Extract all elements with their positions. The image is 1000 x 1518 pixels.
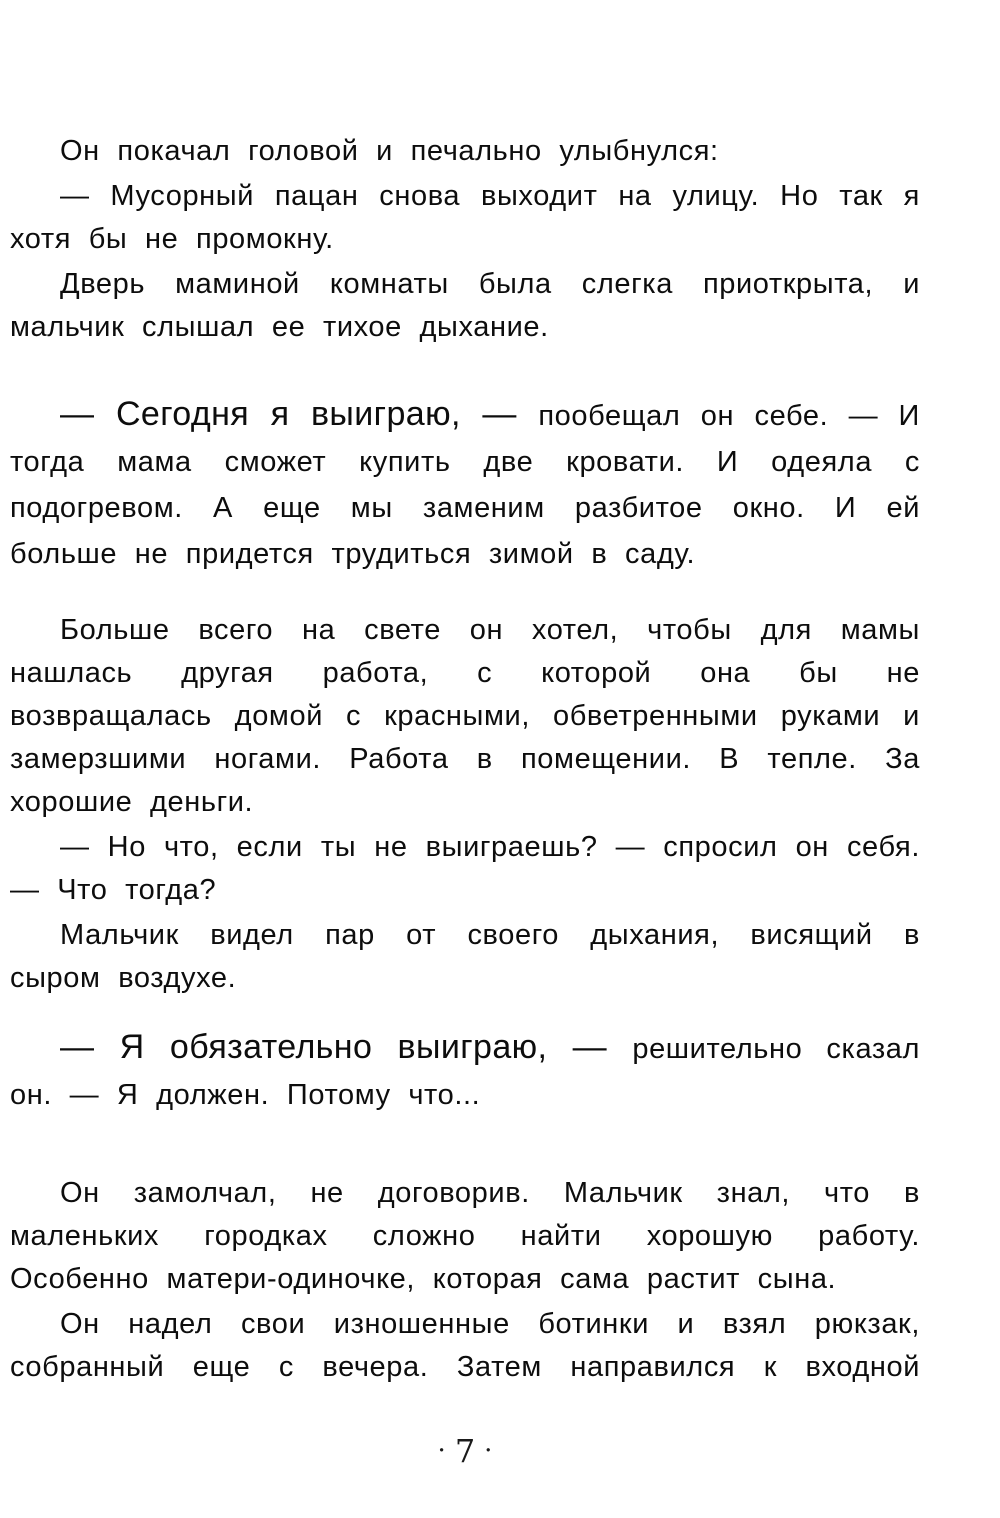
text-column <box>10 128 920 1389</box>
page-number <box>10 1432 920 1470</box>
paragraph-text: — Но что, если ты не выиграешь? — спросил он себя. — Что тогда? <box>10 831 920 906</box>
paragraph-text: Он замолчал, не договорив. Мальчик знал, что в маленьких городках сложно найти хорошую работу. Особенно матери-одиночке, которая сама растит сына. <box>10 1177 920 1295</box>
page-number-left-dot: · <box>437 1436 446 1466</box>
paragraph-narration <box>10 261 920 349</box>
page-number-value: 7 <box>454 1432 476 1470</box>
paragraph-text: — Мусорный пацан снова выходит на улицу. Но так я хотя бы не промокну. <box>10 180 920 255</box>
paragraph-narration <box>10 607 920 824</box>
paragraph-text: Он покачал головой и печально улыбнулся: <box>60 135 719 167</box>
paragraph-narration <box>10 912 920 1000</box>
paragraph-dialog-emphasized <box>10 391 920 577</box>
paragraph-dialog <box>10 824 920 912</box>
paragraph-dialog <box>10 173 920 261</box>
paragraph-text: Больше всего на свете он хотел, чтобы для мамы нашлась другая работа, с которой она бы не возвращалась домой с красными, обветренными руками и замерзшими ногами. Работа в помещении. В тепле. За хорошие деньги. <box>10 614 920 818</box>
paragraph-text: Дверь маминой комнаты была слегка приоткрыта, и мальчик слышал ее тихое дыхание. <box>10 268 920 343</box>
page-number-right-dot: · <box>484 1436 493 1466</box>
paragraph-text: Он надел свои изношенные ботинки и взял рюкзак, собранный еще с вечера. Затем направился к входной <box>10 1308 920 1383</box>
paragraph-narration <box>10 1301 920 1389</box>
paragraph-narration <box>10 1170 920 1301</box>
paragraph-text: пообещал он себе. — И тогда мама сможет купить две кровати. И одеяла с подогревом. А еще мы заменим разбитое окно. И ей больше не придется трудиться зимой в саду. <box>10 400 921 570</box>
emphasis-lead: — Сегодня я выиграю, — <box>60 395 539 433</box>
paragraph-dialog-emphasized <box>10 1024 920 1118</box>
paragraph-narration <box>10 128 920 173</box>
paragraph-text: Мальчик видел пар от своего дыхания, висящий в сыром воздухе. <box>10 919 920 994</box>
paragraph-text: решительно сказал он. — Я должен. Потому что... <box>10 1033 921 1111</box>
emphasis-lead: — Я обязательно выиграю, — <box>60 1028 633 1066</box>
